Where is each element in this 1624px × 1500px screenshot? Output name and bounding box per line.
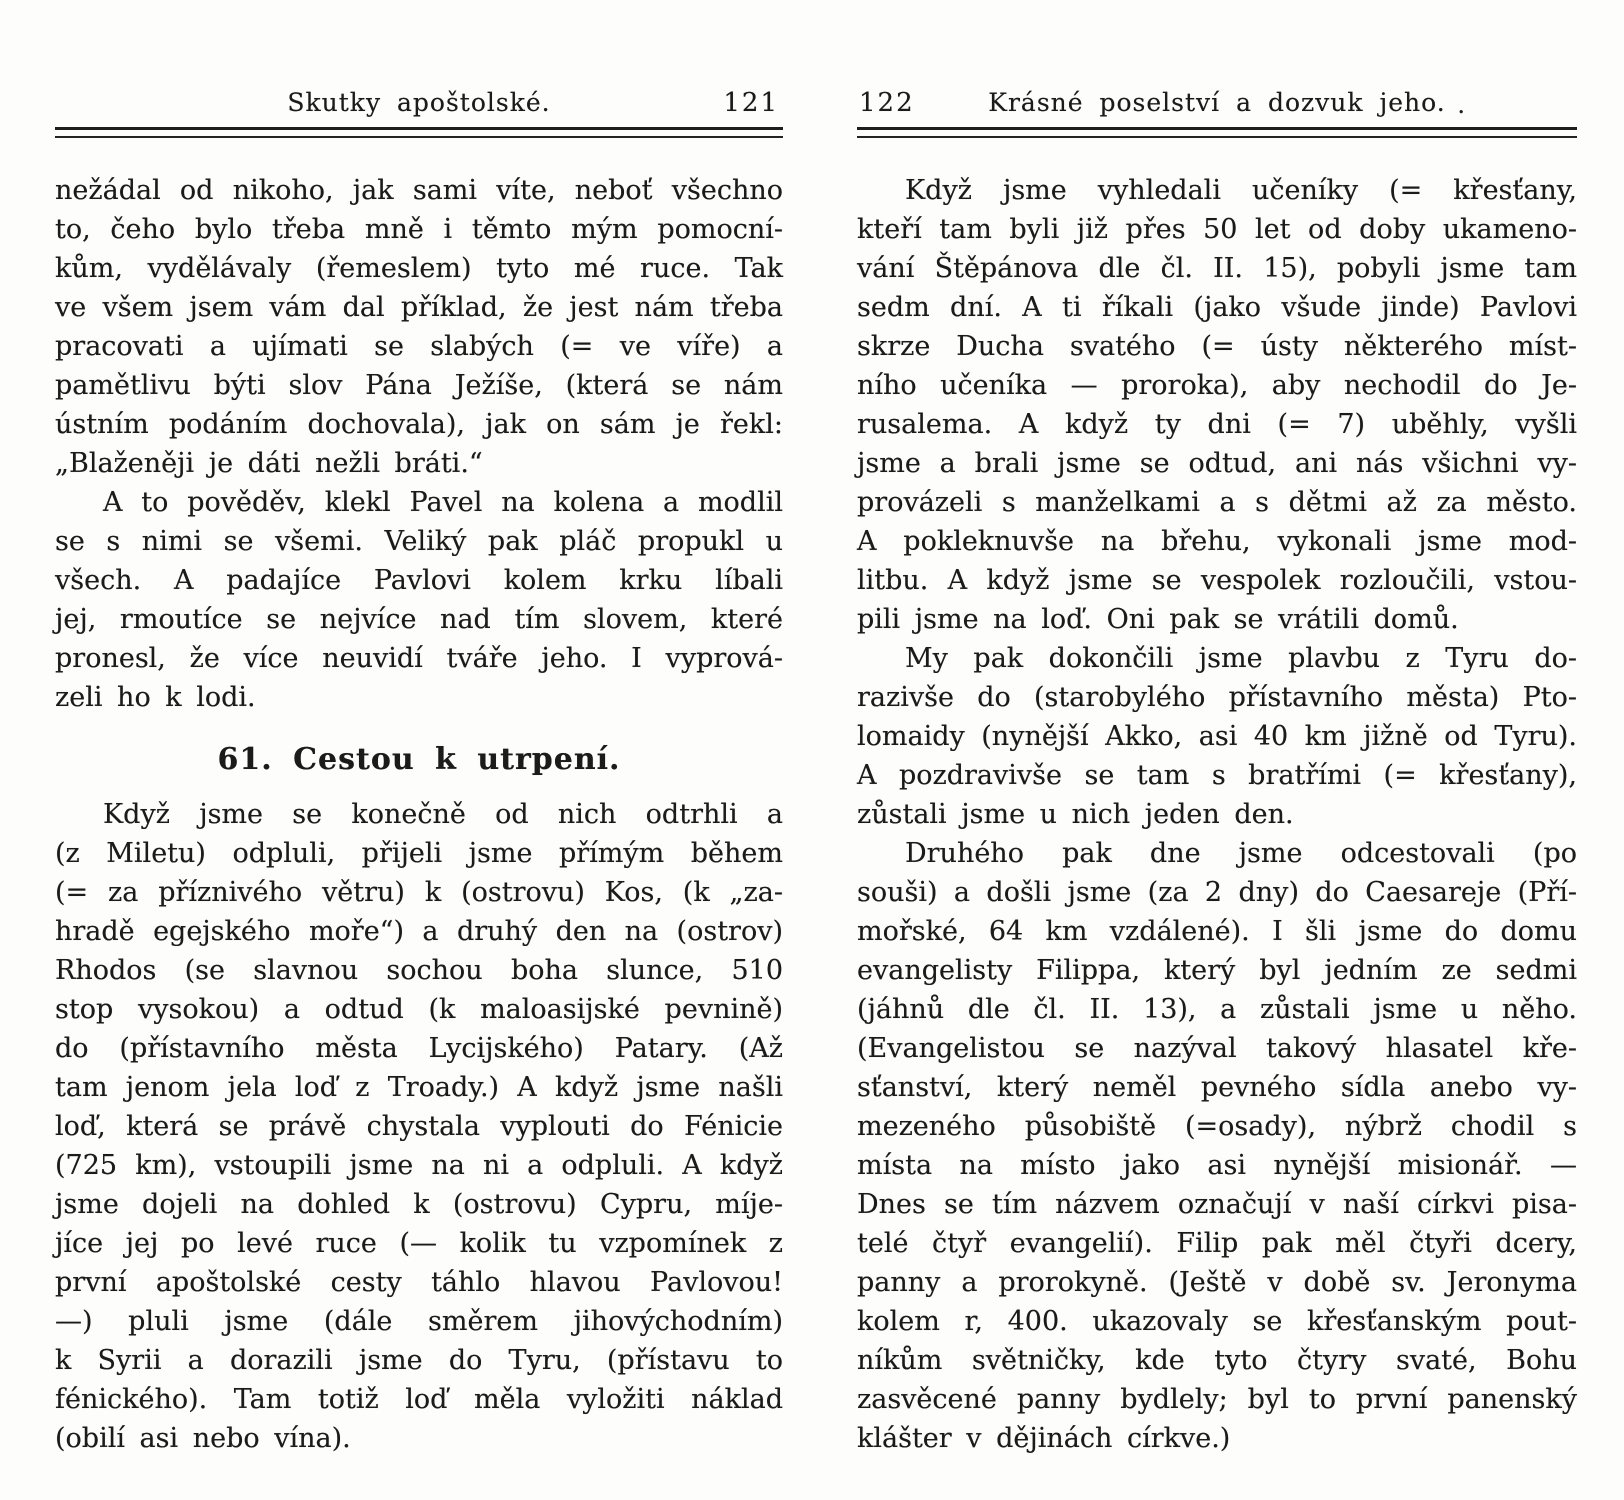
text-line: jíce jej po levé ruce (— kolik tu vzpomínek z [55, 1228, 783, 1259]
text-line: A pokleknuvše na břehu, vykonali jsme mod- [857, 526, 1577, 557]
text-line: nežádal od nikoho, jak sami víte, neboť všechno [55, 175, 783, 206]
text-line: to, čeho bylo třeba mně i těmto mým pomocní- [55, 214, 783, 245]
paragraph [55, 795, 783, 1458]
text-line: ního učeníka — proroka), aby nechodil do Je- [857, 370, 1577, 401]
left-page-body [55, 171, 783, 1458]
text-line: tam jenom jela loď z Troady.) A když jsme našli [55, 1072, 783, 1103]
text-line: stop vysokou) a odtud (k maloasijské pevnině) [55, 994, 783, 1025]
text-line: jej, rmoutíce se nejvíce nad tím slovem, které [55, 604, 783, 635]
text-line: pamětlivu býti slov Pána Ježíše, (která se nám [55, 370, 783, 401]
text-line: zeli ho k lodi. [55, 682, 256, 713]
text-line: mezeného působiště (=osady), nýbrž chodil s [857, 1111, 1577, 1142]
text-line: Rhodos (se slavnou sochou boha slunce, 510 [55, 955, 783, 986]
section-heading: 61. Cestou k utrpení. [217, 742, 621, 777]
text-line: vání Štěpánova dle čl. II. 15), pobyli jsme tam [857, 253, 1577, 284]
right-running-title: Krásné poselství a dozvuk jeho. [988, 88, 1446, 117]
text-line: ve všem jsem vám dal příklad, že jest nám třeba [55, 292, 783, 323]
text-line: do (přístavního města Lycijského) Patary. (Až [55, 1033, 783, 1064]
text-line: pili jsme na loď. Oni pak se vrátili domů. [857, 604, 1459, 635]
text-line: se s nimi se všemi. Veliký pak pláč propukl u [55, 526, 783, 557]
text-line: souši) a došli jsme (za 2 dny) do Caesareje (Pří- [857, 877, 1577, 908]
paragraph [857, 171, 1577, 639]
right-page-number: 122 [859, 88, 915, 118]
text-line: A pozdravivše se tam s bratřími (= křesťany), [857, 760, 1577, 791]
right-page-header [857, 86, 1577, 120]
text-line: panny a prorokyně. (Ještě v době sv. Jeronyma [857, 1267, 1577, 1298]
text-line: kteří tam byli již přes 50 let od doby ukameno- [857, 214, 1577, 245]
text-line: jsme a brali jsme se odtud, ani nás všichni vy- [857, 448, 1577, 479]
text-line: všech. A padajíce Pavlovi kolem krku líbali [55, 565, 783, 596]
text-line: A to pověděv, klekl Pavel na kolena a modlil [103, 487, 783, 518]
text-line: ústním podáním dochovala), jak on sám je řekl: [55, 409, 783, 440]
text-line: (725 km), vstoupili jsme na ni a odpluli. A když [55, 1150, 783, 1181]
text-line: zasvěcené panny bydlely; byl to první panenský [857, 1384, 1577, 1415]
text-line: (z Miletu) odpluli, přijeli jsme přímým během [55, 838, 783, 869]
right-header-rule [857, 127, 1577, 138]
text-line: zůstali jsme u nich jeden den. [857, 799, 1294, 830]
text-line: sedm dní. A ti říkali (jako všude jinde) Pavlovi [857, 292, 1577, 323]
right-page [857, 86, 1577, 1458]
left-page-header [55, 86, 783, 120]
text-line: rusalema. A když ty dni (= 7) uběhly, vyšli [857, 409, 1577, 440]
text-line: (Evangelistou se nazýval takový hlasatel kře- [857, 1033, 1577, 1064]
text-line: pronesl, že více neuvidí tváře jeho. I vyprová- [55, 643, 783, 674]
text-line: (jáhnů dle čl. II. 13), a zůstali jsme u něho. [857, 994, 1577, 1025]
text-line: místa na místo jako asi nynější misionář. — [857, 1150, 1577, 1181]
paragraph [55, 483, 783, 717]
ink-dot-artifact: . [1457, 91, 1465, 119]
text-line: (obilí asi nebo vína). [55, 1423, 351, 1454]
text-line: klášter v dějinách církve.) [857, 1423, 1231, 1454]
paragraph [55, 171, 783, 483]
text-line: hradě egejského moře“) a druhý den na (ostrov) [55, 916, 783, 947]
text-line: telé čtyř evangelií). Filip pak měl čtyři dcery, [857, 1228, 1577, 1259]
text-line: —) pluli jsme (dále směrem jihovýchodním) [55, 1306, 783, 1337]
text-line: první apoštolské cesty táhlo hlavou Pavlovou! [55, 1267, 783, 1298]
text-line: pracovati a ujímati se slabých (= ve víře) a [55, 331, 783, 362]
right-page-body [857, 171, 1577, 1458]
left-page [55, 86, 783, 1458]
text-line: k Syrii a dorazili jsme do Tyru, (přístavu to [55, 1345, 783, 1376]
paragraph [857, 639, 1577, 834]
text-line: kolem r, 400. ukazovaly se křesťanským pout- [857, 1306, 1577, 1337]
text-line: skrze Ducha svatého (= ústy některého míst- [857, 331, 1577, 362]
text-line: Když jsme se konečně od nich odtrhli a [103, 799, 783, 830]
text-line: razivše do (starobylého přístavního města) Pto- [857, 682, 1577, 713]
text-line: Druhého pak dne jsme odcestovali (po [905, 838, 1577, 869]
text-line: sťanství, který neměl pevného sídla anebo vy- [857, 1072, 1577, 1103]
text-line: loď, která se právě chystala vyplouti do Fénicie [55, 1111, 783, 1142]
text-line: fénického). Tam totiž loď měla vyložiti náklad [55, 1384, 783, 1415]
text-line: lomaidy (nynější Akko, asi 40 km jižně od Tyru). [857, 721, 1577, 752]
text-line: Když jsme vyhledali učeníky (= křesťany, [905, 175, 1577, 206]
text-line: My pak dokončili jsme plavbu z Tyru do- [905, 643, 1577, 674]
paragraph [857, 834, 1577, 1458]
text-line: evangelisty Filippa, který byl jedním ze sedmi [857, 955, 1577, 986]
text-line: „Blaženěji je dáti nežli bráti.“ [55, 448, 483, 479]
left-running-title: Skutky apoštolské. [287, 88, 551, 117]
text-line: provázeli s manželkami a s dětmi až za město. [857, 487, 1577, 518]
text-line: mořské, 64 km vzdálené). I šli jsme do domu [857, 916, 1577, 947]
text-line: Dnes se tím názvem označují v naší církvi pisa- [857, 1189, 1577, 1220]
text-line: jsme dojeli na dohled k (ostrovu) Cypru, míje- [55, 1189, 783, 1220]
left-header-rule [55, 127, 783, 138]
left-page-number: 121 [723, 88, 779, 118]
text-line: litbu. A když jsme se vespolek rozloučili, vstou- [857, 565, 1577, 596]
text-line: (= za příznivého větru) k (ostrovu) Kos, (k „za- [55, 877, 783, 908]
text-line: níkům světničky, kde tyto čtyry svaté, Bohu [857, 1345, 1577, 1376]
text-line: kům, vydělávaly (řemeslem) tyto mé ruce. Tak [55, 253, 783, 284]
